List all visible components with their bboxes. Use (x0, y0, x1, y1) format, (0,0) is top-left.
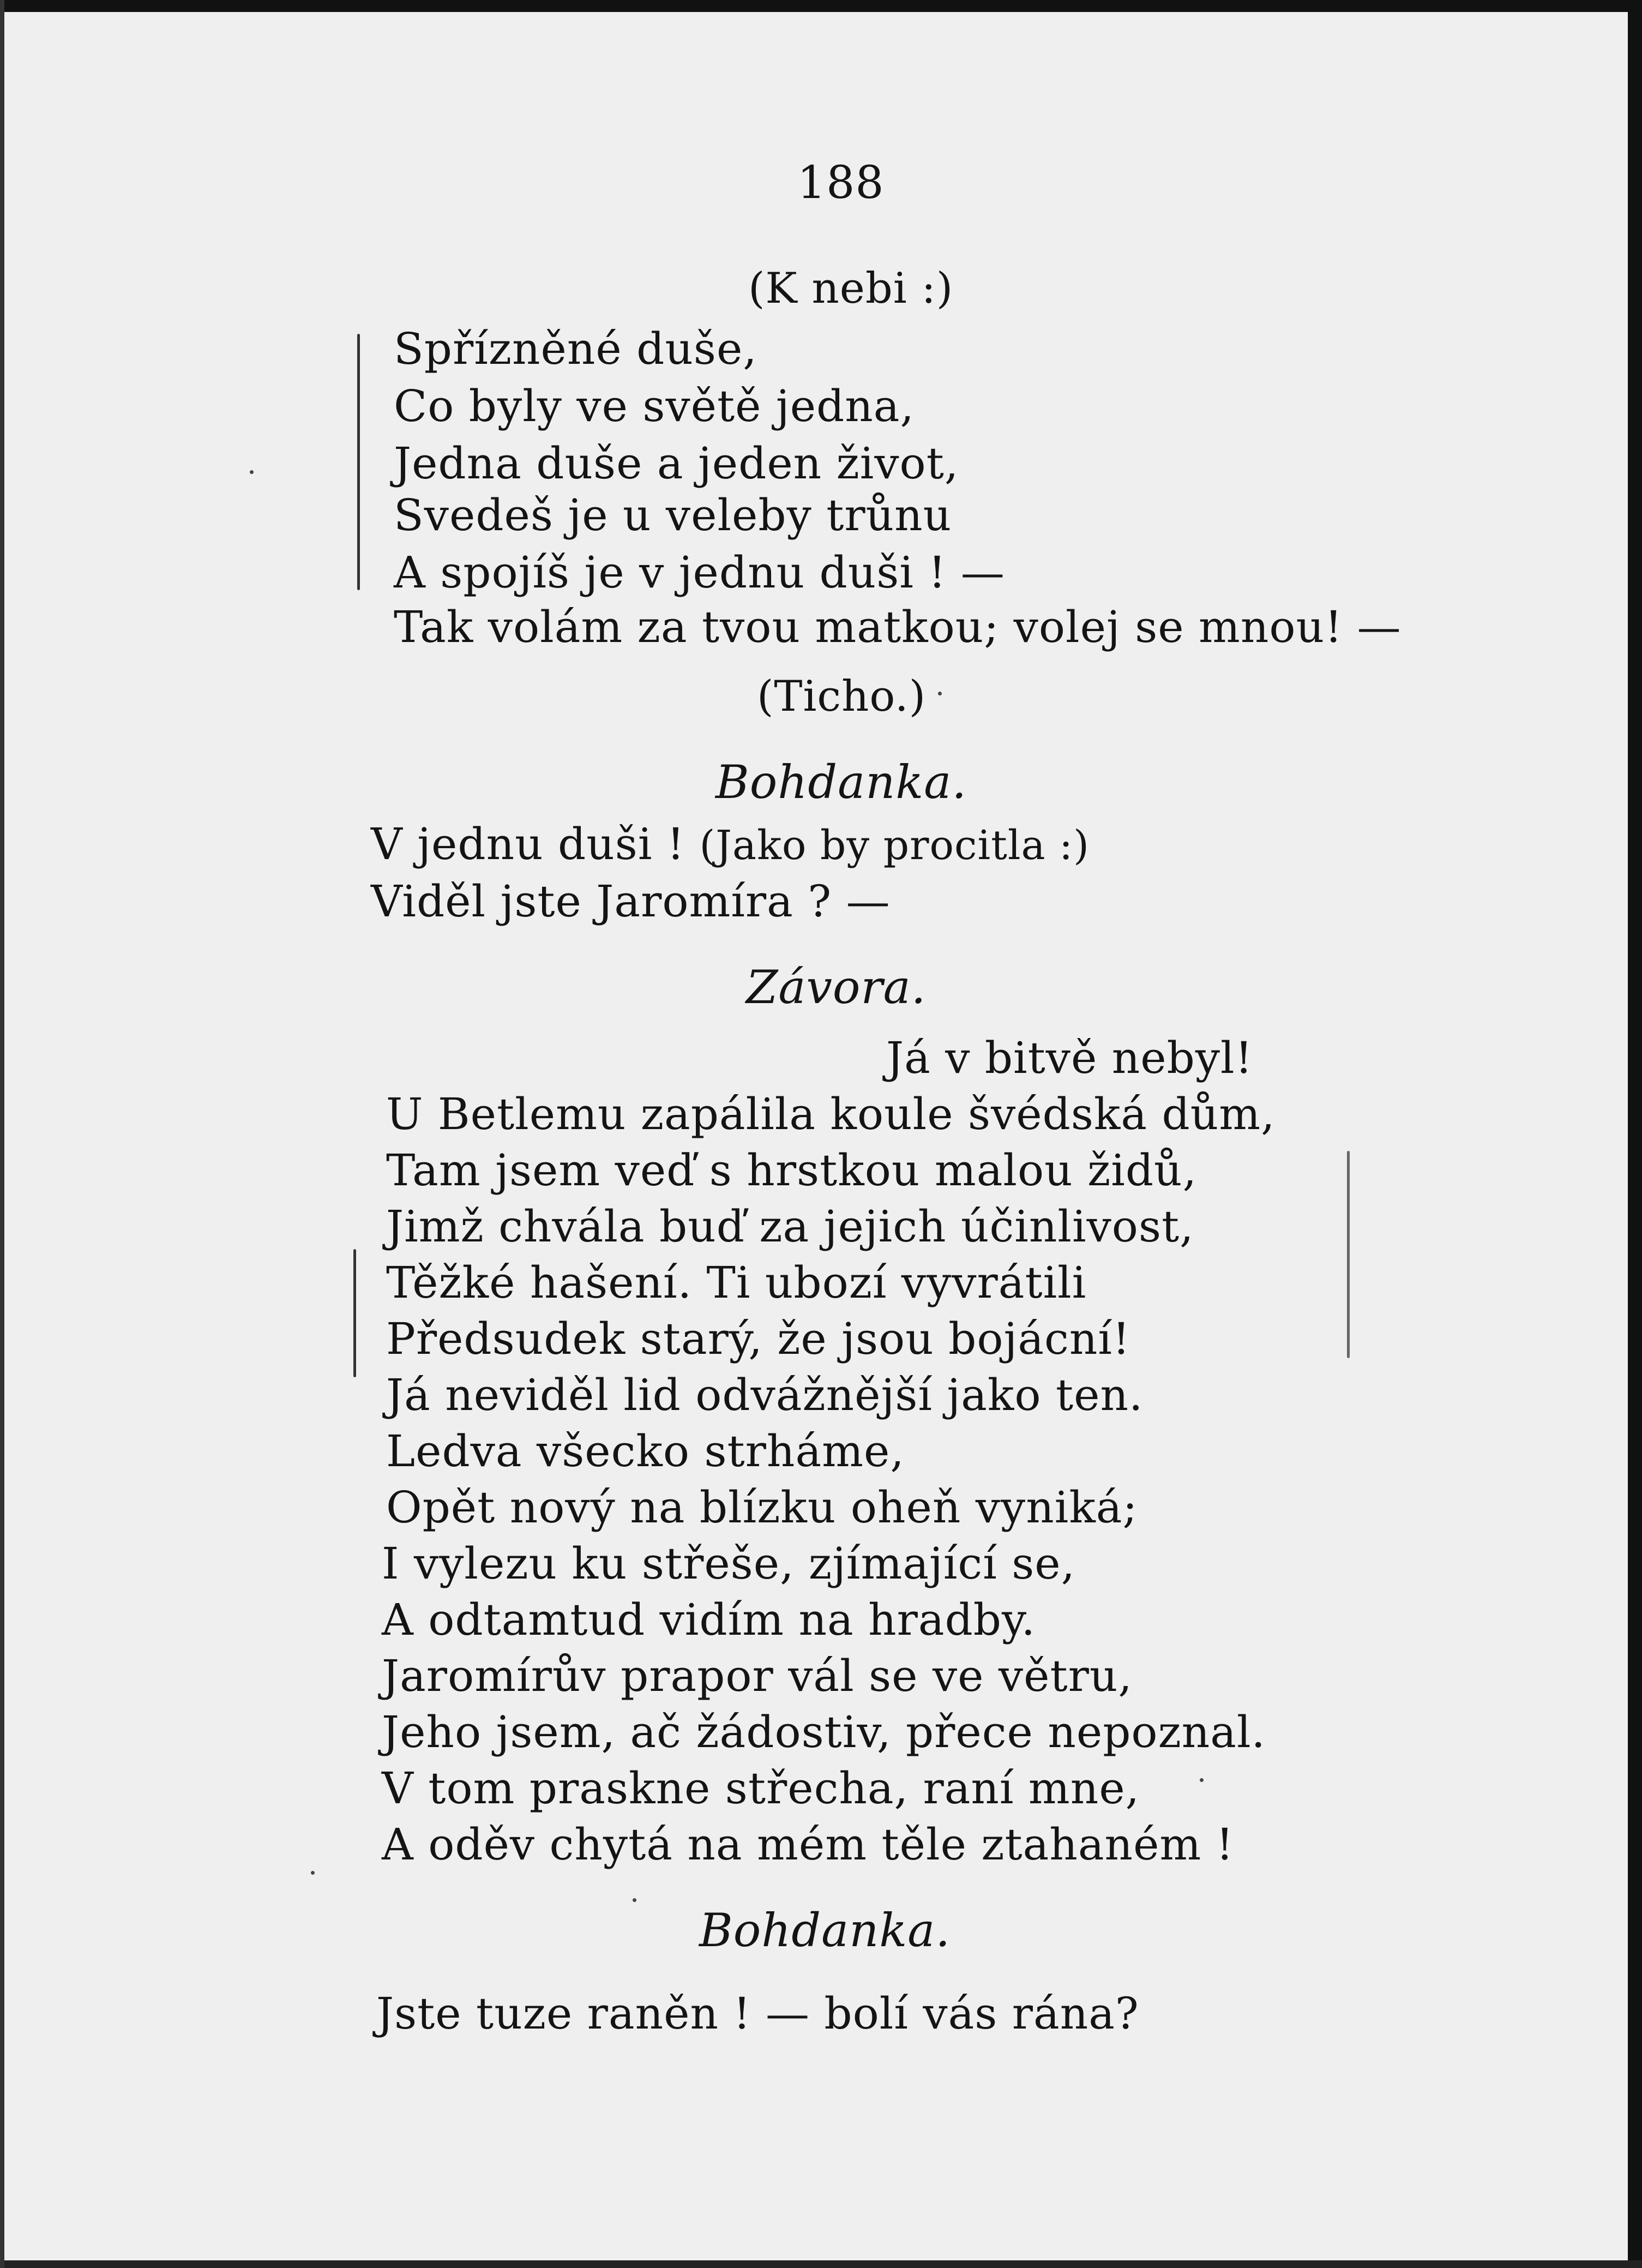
margin-pencil-mark (353, 1249, 356, 1377)
verse-line: Svedeš je u veleby trůnu (394, 490, 952, 541)
verse-line: A spojíš je v jednu duši ! — (394, 547, 1005, 598)
verse-line: Tam jsem veď s hrstkou malou židů, (386, 1145, 1198, 1196)
margin-pencil-mark (1347, 1151, 1350, 1358)
scan-border-right (1628, 0, 1642, 2268)
verse-line: U Betlemu zapálila koule švédská dům, (386, 1089, 1276, 1139)
speaker-name: Bohdanka. (699, 1904, 951, 1957)
verse-line: Já v bitvě nebyl! (886, 1033, 1253, 1083)
verse-line: A oděv chytá na mém těle ztahaném ! (382, 1819, 1234, 1870)
stage-direction: (K nebi :) (748, 264, 954, 313)
scan-border-top (0, 0, 1642, 12)
verse-line: Opět nový na blízku oheň vyniká; (386, 1482, 1138, 1533)
verse-line: Viděl jste Jaromíra ? — (371, 876, 891, 927)
verse-line: Jimž chvála buď za jejich účinlivost, (386, 1201, 1194, 1252)
verse-line: A odtamtud vidím na hradby. (382, 1594, 1036, 1645)
verse-line: V tom praskne střecha, raní mne, (382, 1763, 1140, 1814)
stage-direction: (Ticho.) (757, 672, 927, 721)
verse-text: V jednu duši ! (371, 819, 685, 869)
verse-line: Tak volám za tvou matkou; volej se mnou! — (394, 602, 1402, 652)
ink-speck (250, 470, 254, 474)
verse-line: Jaromírův prapor vál se ve větru, (382, 1651, 1133, 1701)
ink-speck (311, 1871, 315, 1875)
verse-line: Jedna duše a jeden život, (394, 438, 959, 489)
verse-line: Těžké hašení. Ti ubozí vyvrátili (386, 1257, 1087, 1308)
page-number: 188 (797, 157, 885, 209)
speaker-name: Závora. (746, 961, 927, 1014)
verse-line: Spřízněné duše, (394, 323, 757, 374)
scan-border-bottom (0, 2260, 1642, 2268)
ink-speck (1200, 1778, 1204, 1782)
ink-speck (633, 1898, 636, 1902)
verse-line: Já neviděl lid odvážnější jako ten. (386, 1370, 1144, 1420)
margin-pencil-mark (357, 334, 360, 590)
verse-line: Předsudek starý, že jsou bojácní! (386, 1313, 1131, 1364)
verse-line: Jste tuze raněn ! — bolí vás rána? (376, 1988, 1139, 2039)
stage-direction-inline: (Jako by procitla :) (699, 822, 1090, 869)
verse-line: Co byly ve světě jedna, (394, 381, 915, 431)
scan-border-left (0, 0, 4, 2268)
speaker-name: Bohdanka. (715, 755, 967, 809)
ink-speck (938, 692, 942, 695)
verse-line: I vylezu ku střeše, zjímající se, (382, 1538, 1076, 1589)
verse-line: Jeho jsem, ač žádostiv, přece nepoznal. (382, 1707, 1266, 1757)
verse-line: Ledva všecko strháme, (386, 1426, 905, 1477)
verse-line (371, 819, 1090, 869)
